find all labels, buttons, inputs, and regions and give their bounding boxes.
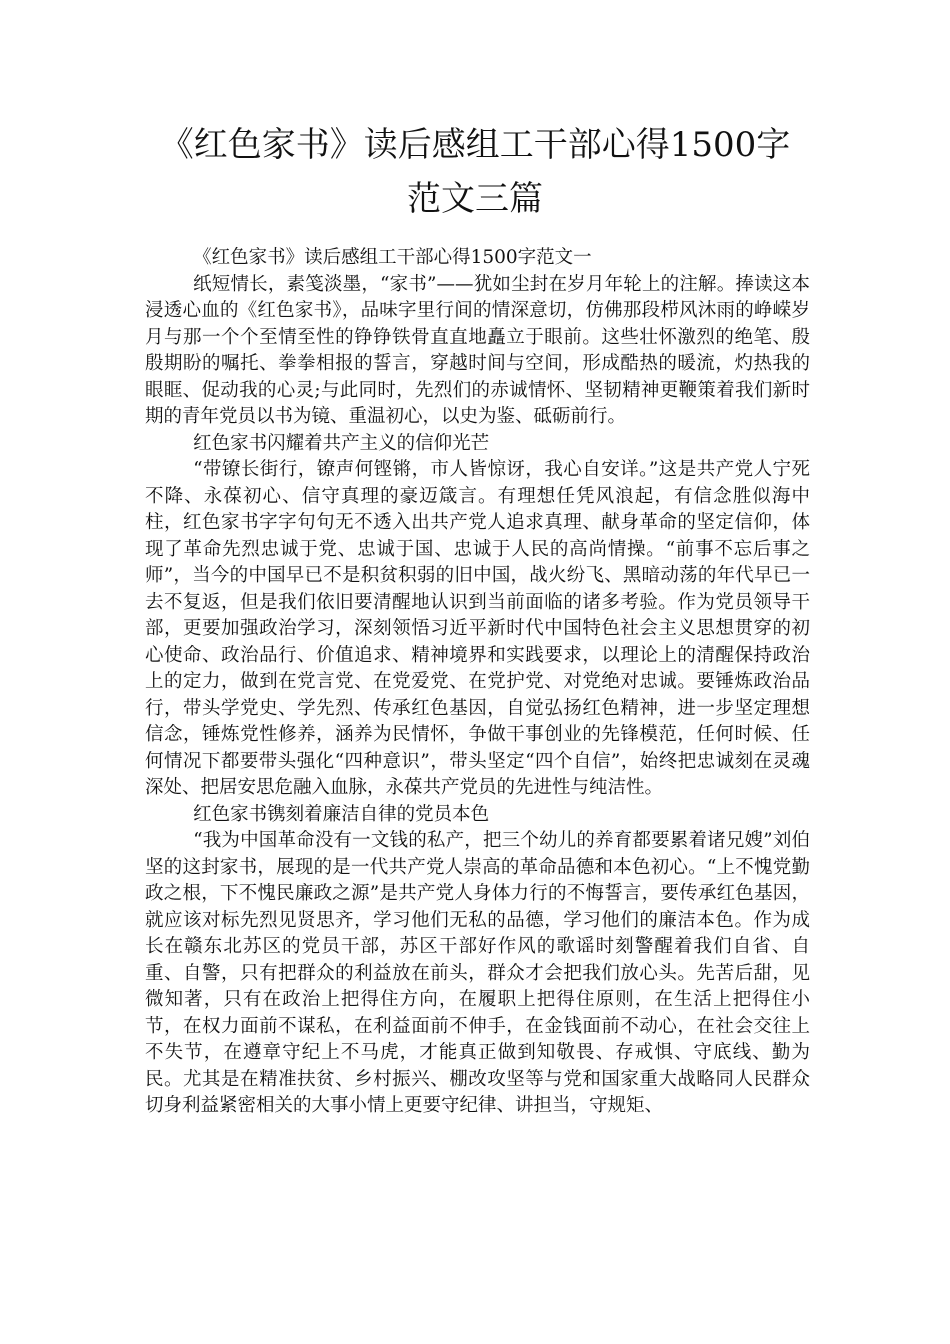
section-heading: 《红色家书》读后感组工干部心得1500字范文一 <box>193 247 592 268</box>
document-body <box>145 245 810 1120</box>
document-title <box>130 118 820 226</box>
document-title-line-1: 《红色家书》读后感组工干部心得1500字 <box>159 125 791 165</box>
body-paragraph: “带镣长街行，镣声何铿锵，市人皆惊讶，我心自安详。”这是共产党人宁死不降、永葆初心、信守真理的豪迈箴言。有理想任凭风浪起，有信念胜似海中柱，红色家书字字句句无不透入出共产党人追求真理、献身革命的坚定信仰，体现了革命先烈忠诚于党、忠诚于国、忠诚于人民的高尚情操。“前事不忘后事之师”，当今的中国早已不是积贫积弱的旧中国，战火纷飞、黑暗动荡的年代早已一去不复返，但是我们依旧要清醒地认识到当前面临的诸多考验。作为党员领导干部，更要加强政治学习，深刻领悟习近平新时代中国特色社会主义思想贯穿的初心使命、政治品行、价值追求、精神境界和实践要求，以理论上的清醒保持政治上的定力，做到在党言党、在党爱党、在党护党、对党绝对忠诚。要锤炼政治品行，带头学党史、学先烈、传承红色基因，自觉弘扬红色精神，进一步坚定理想信念，锤炼党性修养，涵养为民情怀，争做干事创业的先锋模范，任何时候、任何情况下都要带头强化“四种意识”，带头坚定“四个自信”，始终把忠诚刻在灵魂深处、把居安思危融入血脉，永葆共产党员的先进性与纯洁性。 <box>145 459 810 798</box>
body-paragraph: 纸短情长，素笺淡墨，“家书”——犹如尘封在岁月年轮上的注解。捧读这本浸透心血的《红色家书》，品味字里行间的情深意切，仿佛那段栉风沐雨的峥嵘岁月与那一个个至情至性的铮铮铁骨直直地矗立于眼前。这些壮怀激烈的绝笔、殷殷期盼的嘱托、拳拳相报的誓言，穿越时间与空间，形成酷热的暖流，灼热我的眼眶、促动我的心灵;与此同时，先烈们的赤诚情怀、坚韧精神更鞭策着我们新时期的青年党员以书为镜、重温初心，以史为鉴、砥砺前行。 <box>145 273 810 427</box>
section-heading: 红色家书闪耀着共产主义的信仰光芒 <box>193 432 490 454</box>
body-paragraph: “我为中国革命没有一文钱的私产，把三个幼儿的养育都要累着诸兄嫂”刘伯坚的这封家书，展现的是一代共产党人崇高的革命品德和本色初心。“上不愧党勤政之根，下不愧民廉政之源”是共产党人身体力行的不悔誓言，要传承红色基因，就应该对标先烈见贤思齐，学习他们无私的品德，学习他们的廉洁本色。作为成长在赣东北苏区的党员干部，苏区干部好作风的歌谣时刻警醒着我们自省、自重、自警，只有把群众的利益放在前头，群众才会把我们放心头。先苦后甜，见微知著，只有在政治上把得住方向，在履职上把得住原则，在生活上把得住小节，在权力面前不谋私，在利益面前不伸手，在金钱面前不动心，在社会交往上不失节，在遵章守纪上不马虎，才能真正做到知敬畏、存戒惧、守底线、勤为民。尤其是在精准扶贫、乡村振兴、棚改攻坚等与党和国家重大战略同人民群众切身利益紧密相关的大事小情上更要守纪律、讲担当，守规矩、 <box>145 830 810 1116</box>
section-heading: 红色家书镌刻着廉洁自律的党员本色 <box>193 803 490 825</box>
document-title-line-2: 范文三篇 <box>407 179 543 219</box>
